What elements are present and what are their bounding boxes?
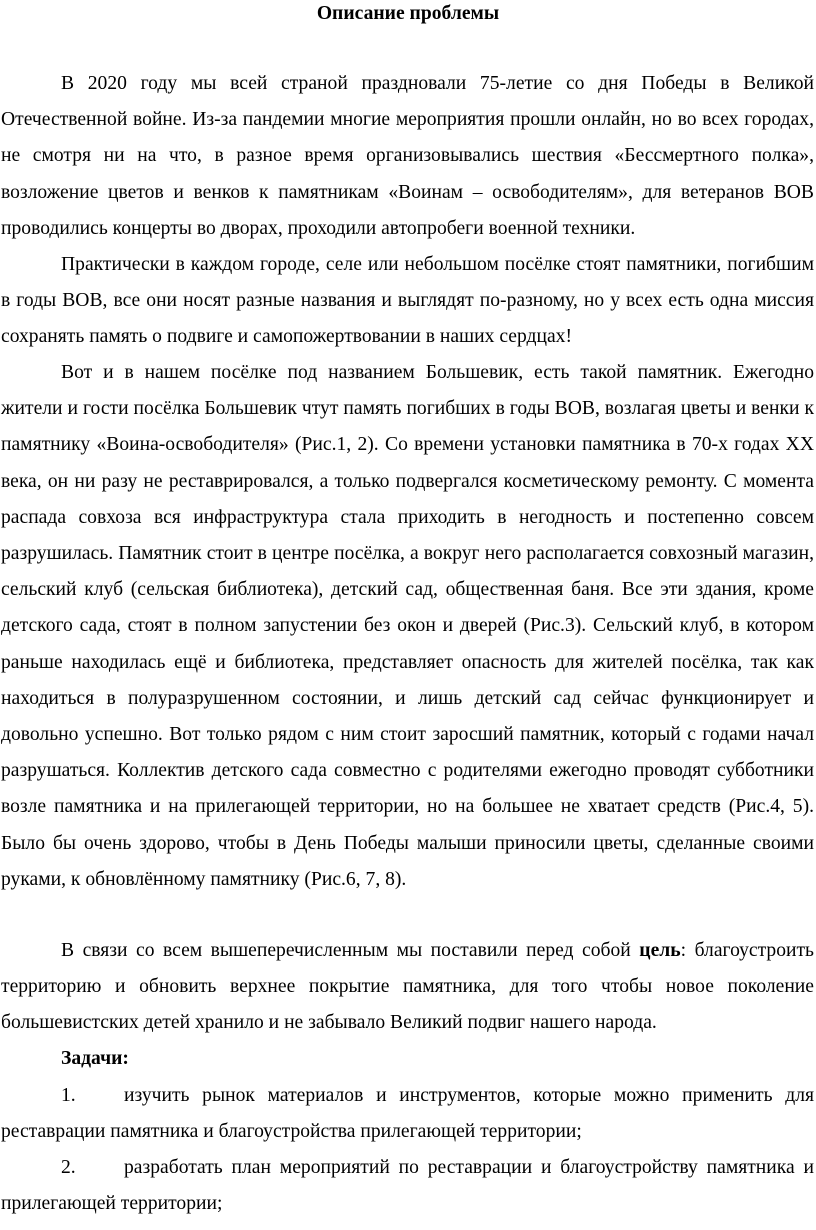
paragraph-monuments: Практически в каждом городе, селе или небольшом посёлке стоят памятники, погибшим в годы ВОВ, все они носят разные названия и выглядят по-разному, но у всех есть одна миссия сохранять память о подвиге и самопожертвовании в наших сердцах!	[1, 254, 814, 348]
document-title: Описание проблемы	[316, 3, 500, 24]
task-text: разработать план мероприятий по реставрации и благоустройству памятника и прилегающей территории;	[1, 1157, 814, 1215]
goal-text-after: : благоустроить территорию и обновить верхнее покрытие памятника, для того чтобы новое поколение большевистских детей хранило и не забывало Великий подвиг нашего народа.	[1, 940, 814, 1034]
goal-text-before: В связи со всем вышеперечисленным мы поставили перед собой	[61, 940, 640, 961]
task-item	[1, 1150, 814, 1222]
task-item	[1, 1078, 814, 1150]
task-text: изучить рынок материалов и инструментов, которые можно применить для реставрации памятника и благоустройства прилегающей территории;	[1, 1085, 814, 1143]
goal-keyword: цель	[639, 940, 681, 961]
paragraph-victory-day: В 2020 году мы всей страной праздновали 75-летие со дня Победы в Великой Отечественной войне. Из-за пандемии многие мероприятия прошли онлайн, но во всех городах, не смотря ни на что, в разное время организовывались шествия «Бессмертного полка», возложение цветов и венков к памятникам «Воинам – освободителям», для ветеранов ВОВ проводились концерты во дворах, проходили автопробеги военной техники.	[1, 73, 814, 239]
tasks-heading: Задачи:	[61, 1048, 129, 1069]
paragraph-goal	[1, 933, 814, 1042]
task-number: 1.	[61, 1085, 76, 1106]
task-number: 2.	[61, 1157, 76, 1178]
paragraph-bolshevik-monument: Вот и в нашем посёлке под названием Большевик, есть такой памятник. Ежегодно жители и гости посёлка Большевик чтут память погибших в годы ВОВ, возлагая цветы и венки к памятнику «Воина-освободителя» (Рис.1, 2). Со времени установки памятника в 70-х годах XX века, он ни разу не реставрировался, а только подвергался косметическому ремонту. С момента распада совхоза вся инфраструктура стала приходить в негодность и постепенно совсем разрушилась. Памятник стоит в центре посёлка, а вокруг него располагается совхозный магазин, сельский клуб (сельская библиотека), детский сад, общественная баня. Все эти здания, кроме детского сада, стоят в полном запустении без окон и дверей (Рис.3). Сельский клуб, в котором раньше находилась ещё и библиотека, представляет опасность для жителей посёлка, так как находиться в полуразрушенном состоянии, и лишь детский сад сейчас функционирует и довольно успешно. Вот только рядом с ним стоит заросший памятник, который с годами начал разрушаться. Коллектив детского сада совместно с родителями ежегодно проводят субботники возле памятника и на прилегающей территории, но на большее не хватает средств (Рис.4, 5). Было бы очень здорово, чтобы в День Победы малыши приносили цветы, сделанные своими руками, к обновлённому памятнику (Рис.6, 7, 8).	[1, 362, 814, 890]
